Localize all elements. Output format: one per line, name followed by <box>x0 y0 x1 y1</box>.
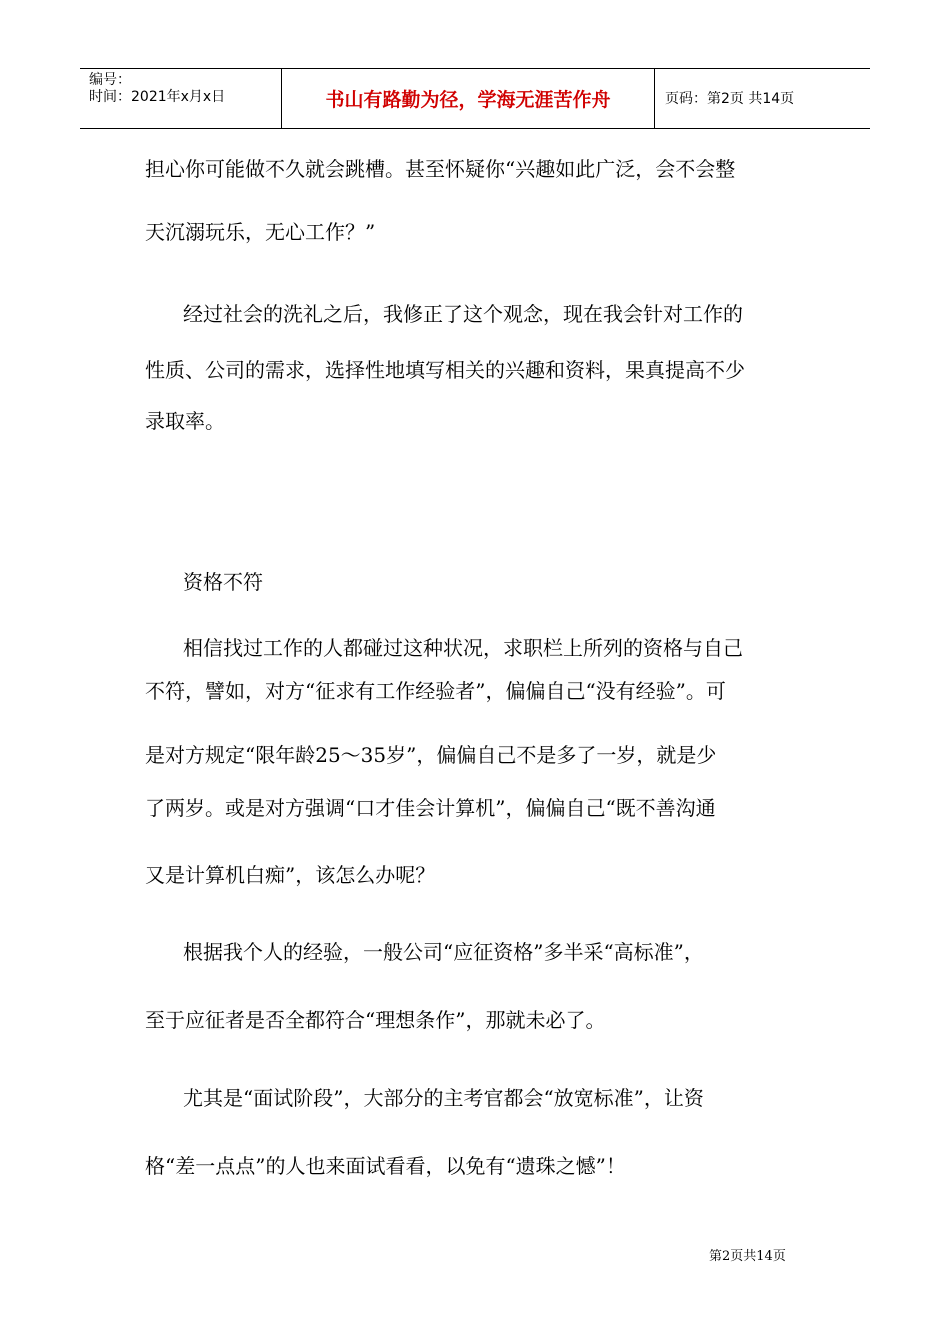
header-motto: 书山有路勤为径，学海无涯苦作舟 <box>325 89 611 111</box>
document-date-label: 时间：2021年x月x日 <box>89 89 226 105</box>
header-motto-cell <box>282 69 655 128</box>
header-table <box>80 68 870 129</box>
document-number-label: 编号： <box>89 72 131 88</box>
section-heading: 资格不符 <box>183 570 263 594</box>
body-line: 又是计算机白痴”，该怎么办呢？ <box>145 863 436 887</box>
paragraph-start-line: 根据我个人的经验，一般公司“应征资格”多半采“高标准”， <box>183 940 704 964</box>
body-line: 不符，譬如，对方“征求有工作经验者”，偏偏自己“没有经验”。可 <box>145 679 726 703</box>
paragraph-start-line: 经过社会的洗礼之后，我修正了这个观念，现在我会针对工作的 <box>183 302 743 326</box>
body-line: 是对方规定“限年龄25～35岁”，偏偏自己不是多了一岁，就是少 <box>145 743 717 767</box>
body-line: 性质、公司的需求，选择性地填写相关的兴趣和资料，果真提高不少 <box>145 358 745 382</box>
body-line: 录取率。 <box>145 409 225 433</box>
header-page-info: 页码：第2页 共14页 <box>665 91 795 107</box>
body-line: 天沉溺玩乐，无心工作？” <box>145 220 376 244</box>
body-line: 至于应征者是否全都符合“理想条作”，那就未必了。 <box>145 1008 606 1032</box>
body-line: 了两岁。或是对方强调“口才佳会计算机”，偏偏自己“既不善沟通 <box>145 796 716 820</box>
body-line: 担心你可能做不久就会跳槽。甚至怀疑你“兴趣如此广泛，会不会整 <box>145 157 736 181</box>
header-meta-cell <box>80 69 282 128</box>
page-footer: 第2页共14页 <box>709 1249 786 1264</box>
paragraph-start-line: 尤其是“面试阶段”，大部分的主考官都会“放宽标准”，让资 <box>183 1086 704 1110</box>
body-line: 格“差一点点”的人也来面试看看，以免有“遗珠之憾”！ <box>145 1154 626 1178</box>
header-page-cell <box>655 69 870 128</box>
paragraph-start-line: 相信找过工作的人都碰过这种状况，求职栏上所列的资格与自己 <box>183 636 743 660</box>
